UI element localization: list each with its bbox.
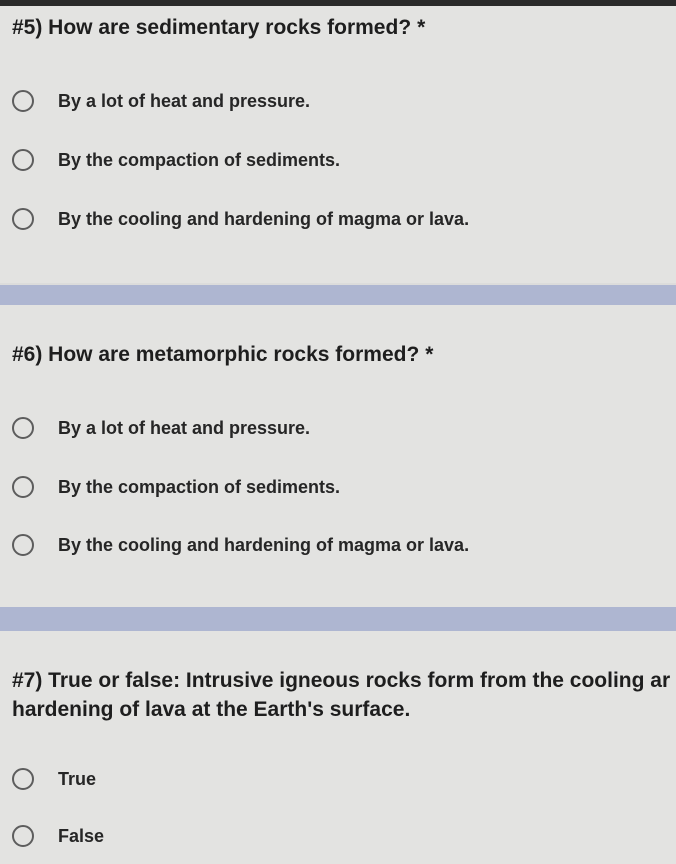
question-text: #6) How are metamorphic rocks formed? — [12, 343, 420, 366]
required-asterisk: * — [425, 343, 434, 366]
option-label: True — [58, 768, 97, 789]
question-title-7 — [12, 666, 672, 724]
option-label: By the compaction of sediments. — [58, 149, 341, 170]
section-divider — [0, 607, 676, 631]
question-title-6 — [12, 340, 672, 369]
option-q6-heat[interactable] — [12, 413, 310, 443]
radio-circle-icon[interactable] — [12, 149, 34, 171]
radio-circle-icon[interactable] — [12, 208, 34, 230]
question-title-5 — [12, 13, 672, 42]
option-q6-cooling[interactable] — [12, 530, 469, 560]
option-label: By the cooling and hardening of magma or lava. — [58, 208, 470, 229]
required-asterisk: * — [417, 16, 426, 39]
option-q5-cooling[interactable] — [12, 204, 469, 234]
question-text: #5) How are sedimentary rocks formed? — [12, 16, 412, 39]
option-q7-false[interactable] — [12, 821, 104, 851]
option-label: By the cooling and hardening of magma or lava. — [58, 534, 470, 555]
section-divider — [0, 285, 676, 305]
radio-circle-icon[interactable] — [12, 534, 34, 556]
radio-circle-icon[interactable] — [12, 417, 34, 439]
option-q6-compaction[interactable] — [12, 472, 340, 502]
option-label: By the compaction of sediments. — [58, 476, 341, 497]
option-q7-true[interactable] — [12, 764, 96, 794]
option-label: By a lot of heat and pressure. — [58, 417, 311, 438]
radio-circle-icon[interactable] — [12, 476, 34, 498]
question-text: #7) True or false: Intrusive igneous rocks form from the cooling ar hardening of lava at the Earth's surface. — [12, 669, 671, 721]
radio-circle-icon[interactable] — [12, 90, 34, 112]
radio-circle-icon[interactable] — [12, 768, 34, 790]
option-label: By a lot of heat and pressure. — [58, 90, 311, 111]
option-q5-heat[interactable] — [12, 86, 310, 116]
radio-circle-icon[interactable] — [12, 825, 34, 847]
option-label: False — [58, 825, 105, 846]
option-q5-compaction[interactable] — [12, 145, 340, 175]
